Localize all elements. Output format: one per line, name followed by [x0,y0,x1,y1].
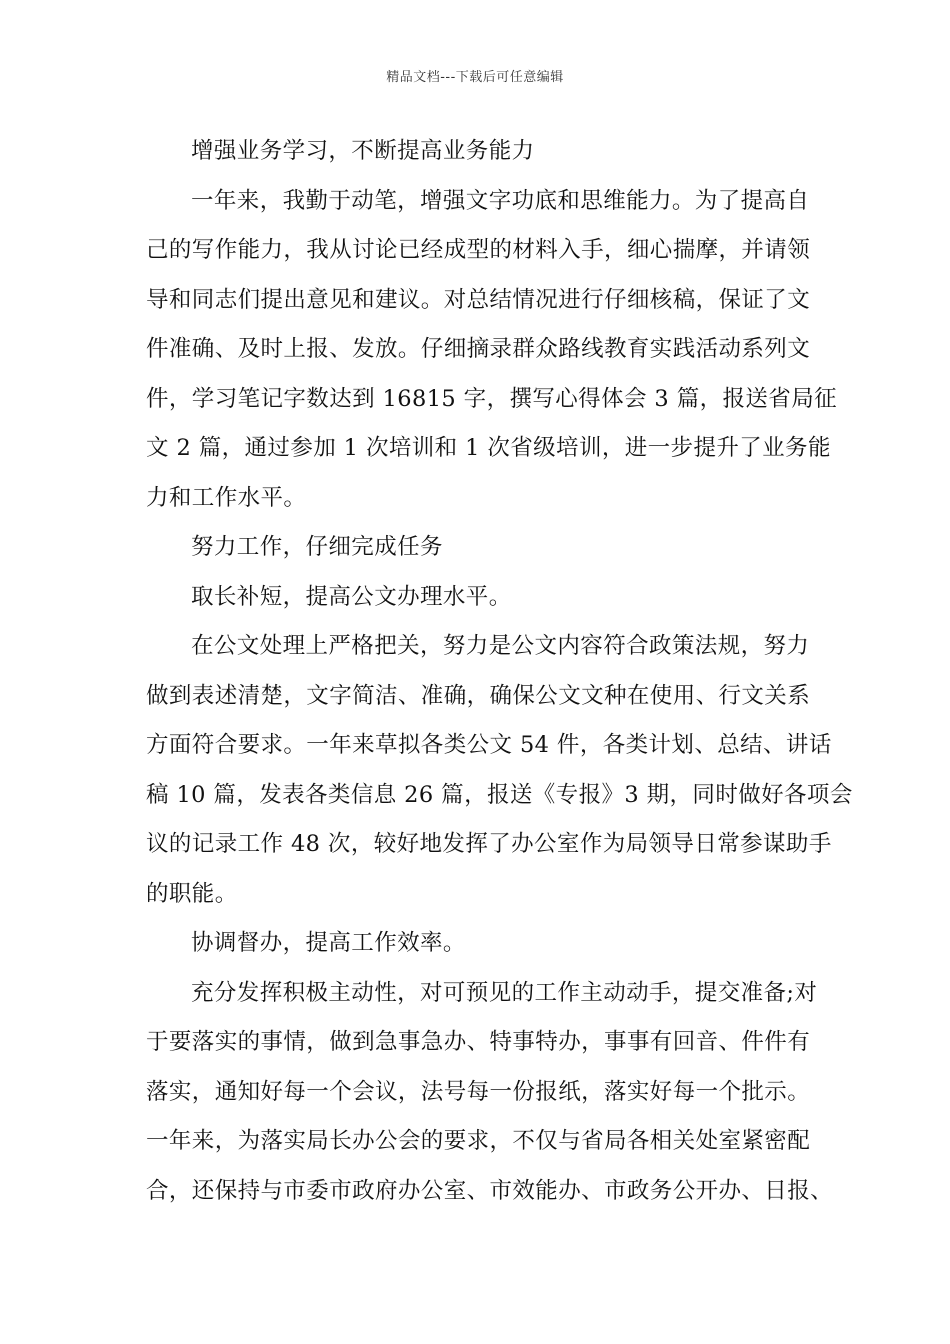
paragraph-line: 的职能。 [146,880,238,907]
paragraph-line: 己的写作能力，我从讨论已经成型的材料入手，细心揣摩，并请领 [146,237,811,263]
paragraph-line: 方面符合要求。一年来草拟各类公文 54 件，各类计划、总结、讲话 [146,732,832,758]
paragraph-line: 合，还保持与市委市政府办公室、市效能办、市政务公开办、日报、 [146,1177,834,1204]
paragraph-line: 件，学习笔记字数达到 16815 字，撰写心得体会 3 篇，报送省局征 [146,385,838,412]
paragraph-line: 力和工作水平。 [146,484,307,511]
paragraph-line: 在公文处理上严格把关，努力是公文内容符合政策法规，努力 [191,633,810,659]
paragraph-line: 一年来，我勤于动笔，增强文字功底和思维能力。为了提高自 [191,187,810,214]
paragraph-line: 导和同志们提出意见和建议。对总结情况进行仔细核稿，保证了文 [146,286,811,313]
paragraph-line: 文 2 篇，通过参加 1 次培训和 1 次省级培训，进一步提升了业务能 [146,435,831,461]
paragraph-line: 落实，通知好每一个会议，法号每一份报纸，落实好每一个批示。 [146,1078,811,1105]
subsection-heading: 协调督办，提高工作效率。 [191,930,466,956]
paragraph-line: 于要落实的事情，做到急事急办、特事特办，事事有回音、件件有 [146,1029,811,1055]
paragraph-line: 做到表述清楚，文字简洁、准确，确保公文文种在使用、行文关系 [146,682,811,709]
subsection-heading: 取长补短，提高公文办理水平。 [191,583,512,610]
document-body [146,127,853,1216]
section-heading: 努力工作，仔细完成任务 [191,534,443,560]
paragraph-line: 充分发挥积极主动性，对可预见的工作主动动手，提交准备;对 [191,979,818,1006]
paragraph-line: 件准确、及时上报、发放。仔细摘录群众路线教育实践活动系列文 [146,336,811,362]
section-heading: 增强业务学习，不断提高业务能力 [191,138,535,164]
paragraph-line: 稿 10 篇，发表各类信息 26 篇，报送《专报》3 期，同时做好各项会 [146,781,853,808]
page-header: 精品文档---下载后可任意编辑 [386,70,564,85]
paragraph-line: 一年来，为落实局长办公会的要求，不仅与省局各相关处室紧密配 [146,1128,811,1154]
paragraph-line: 议的记录工作 48 次，较好地发挥了办公室作为局领导日常参谋助手 [146,831,832,857]
